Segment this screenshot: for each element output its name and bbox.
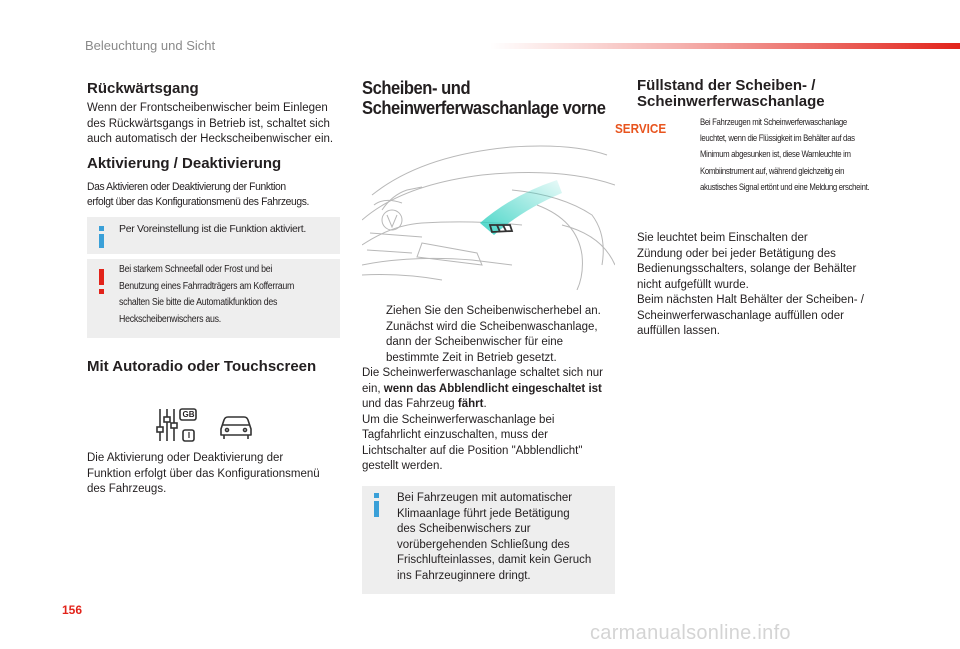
text-line bbox=[362, 397, 603, 413]
icon-i-label: I bbox=[187, 431, 191, 440]
activation-heading: Aktivierung / Deaktivierung bbox=[87, 155, 282, 172]
fluid-level-text bbox=[637, 231, 864, 340]
reverse-text bbox=[87, 101, 333, 148]
text-line: Funktion erfolgt über das Konfigurationsmenü bbox=[87, 467, 320, 480]
text-line: Bei Fahrzeugen mit automatischer bbox=[397, 492, 573, 504]
settings-sliders-icon bbox=[156, 407, 198, 443]
text-line: Minimum abgesunken ist, diese Warnleuchte im bbox=[700, 149, 851, 161]
heading-line: Scheinwerferwaschanlage vorne bbox=[362, 98, 606, 118]
icon-gb-label: GB bbox=[182, 410, 195, 419]
reverse-heading: Rückwärtsgang bbox=[87, 80, 199, 97]
text-line: nicht aufgefüllt wurde. bbox=[637, 278, 749, 291]
text-line: Die Scheinwerferwaschanlage schaltet sich nur bbox=[362, 367, 603, 379]
text-line: Bedienungsschalters, solange der Behälter bbox=[637, 263, 857, 275]
service-warning-icon: SERVICE bbox=[615, 121, 667, 136]
info-text: Per Voreinstellung ist die Funktion aktiviert. bbox=[119, 223, 306, 235]
activation-text bbox=[87, 180, 323, 210]
text-line: gestellt werden. bbox=[362, 460, 443, 472]
text-line: dann der Scheibenwischer für eine bbox=[386, 336, 564, 348]
info-text bbox=[397, 491, 591, 584]
text-line: Wenn der Frontscheibenwischer beim Einlegen bbox=[87, 102, 328, 114]
text-line: Benutzung eines Fahrradträgers am Kofferraum bbox=[119, 280, 295, 292]
info-box-climate bbox=[362, 486, 615, 594]
text-line: Lichtschalter auf die Position "Abblendlicht" bbox=[362, 444, 583, 457]
watermark: carmanualsonline.info bbox=[590, 622, 791, 644]
info-icon bbox=[374, 501, 379, 517]
text-line: akustisches Signal ertönt und eine Meldung erscheint. bbox=[700, 181, 870, 193]
text-line: schalten Sie bitte die Automatikfunktion des bbox=[119, 297, 278, 308]
text-line: Beim nächsten Halt Behälter der Scheiben- / bbox=[637, 294, 864, 306]
heading-line: Füllstand der Scheiben- / bbox=[637, 77, 816, 94]
header-accent-bar bbox=[490, 43, 960, 49]
text-line: Bei starkem Schneefall oder Frost und bei bbox=[119, 264, 273, 275]
text-line: Bei Fahrzeugen mit Scheinwerferwaschanlage bbox=[700, 117, 847, 128]
text-line: Das Aktivieren oder Deaktivierung der Funktion bbox=[87, 181, 286, 193]
text-line: Zunächst wird die Scheibenwaschanlage, bbox=[386, 320, 598, 333]
page-number: 156 bbox=[62, 603, 83, 617]
text-span: und das Fahrzeug bbox=[362, 398, 458, 410]
service-description bbox=[700, 115, 869, 196]
car-front-illustration bbox=[362, 125, 615, 290]
text-line: auch automatisch der Heckscheibenwischer ein. bbox=[87, 133, 334, 145]
text-line: Kombiinstrument auf, während gleichzeitig ein bbox=[700, 165, 845, 177]
text-line: bestimmte Zeit in Betrieb gesetzt. bbox=[386, 351, 557, 364]
text-line: Die Aktivierung oder Deaktivierung der bbox=[87, 452, 284, 464]
step-text bbox=[386, 304, 601, 366]
text-line: des Fahrzeugs. bbox=[87, 483, 167, 495]
info-icon bbox=[99, 234, 104, 248]
left-column bbox=[87, 80, 347, 98]
warning-icon bbox=[99, 269, 104, 285]
text-span: ein, bbox=[362, 382, 384, 395]
text-span: . bbox=[483, 398, 487, 410]
text-line: Zündung oder bei jeder Betätigung des bbox=[637, 247, 836, 260]
heading-line: Scheiben- und bbox=[362, 78, 471, 98]
warning-text bbox=[119, 262, 294, 328]
text-line bbox=[362, 382, 603, 398]
text-line: Heckscheibenwischers aus. bbox=[119, 313, 221, 325]
headlamp-washer-text bbox=[362, 366, 603, 475]
car-icon bbox=[218, 412, 254, 440]
warning-box bbox=[87, 259, 340, 338]
text-line: Um die Scheinwerferwaschanlage bei bbox=[362, 413, 555, 426]
text-line: Scheinwerferwaschanlage auffüllen oder bbox=[637, 309, 844, 322]
text-line: leuchtet, wenn die Flüssigkeit im Behälter auf das bbox=[700, 133, 855, 145]
text-line: Klimaanlage führt jede Betätigung bbox=[397, 507, 570, 520]
heading-line: Scheinwerferwaschanlage bbox=[637, 93, 825, 110]
radio-heading: Mit Autoradio oder Touchscreen bbox=[87, 358, 317, 375]
bold-text: wenn das Abblendlicht eingeschaltet ist bbox=[383, 382, 602, 395]
bold-text: fährt bbox=[457, 398, 484, 410]
text-line: auffüllen lassen. bbox=[637, 325, 720, 337]
text-line: Ziehen Sie den Scheibenwischerhebel an. bbox=[386, 305, 601, 317]
radio-text bbox=[87, 451, 320, 498]
info-box-default bbox=[87, 217, 340, 254]
fluid-level-heading bbox=[637, 78, 825, 110]
text-line: Tagfahrlicht einzuschalten, muss der bbox=[362, 429, 549, 441]
text-line: ins Fahrzeuginnere dringt. bbox=[397, 569, 531, 582]
section-title: Beleuchtung und Sicht bbox=[85, 38, 216, 53]
text-line: vorübergehenden Schließung des bbox=[397, 538, 570, 551]
text-line: des Scheibenwischers zur bbox=[397, 523, 531, 535]
text-line: Sie leuchtet beim Einschalten der bbox=[637, 232, 808, 244]
text-line: erfolgt über das Konfigurationsmenü des Fahrzeugs. bbox=[87, 196, 310, 208]
text-line: Frischlufteinlasses, damit kein Geruch bbox=[397, 554, 592, 566]
text-line: des Rückwärtsgangs in Betrieb ist, schaltet sich bbox=[87, 117, 330, 130]
front-washer-heading bbox=[362, 78, 627, 118]
